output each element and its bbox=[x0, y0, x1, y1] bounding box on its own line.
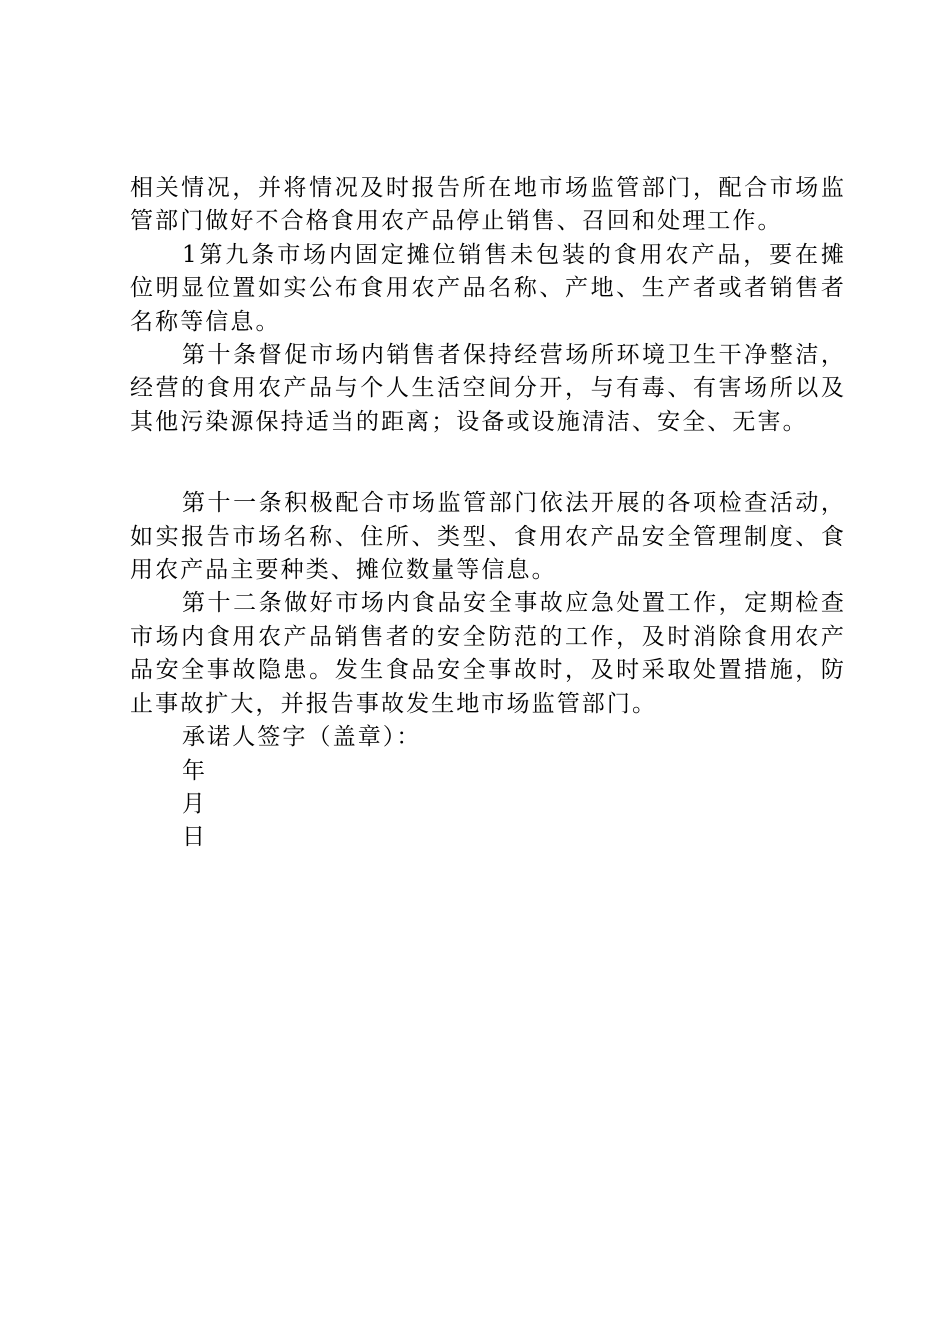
document-body bbox=[130, 172, 846, 855]
signature-block bbox=[130, 721, 846, 855]
paragraph-article-12: 第十二条做好市场内食品安全事故应急处置工作，定期检查市场内食用农产品销售者的安全防范的工作，及时消除食用农产品安全事故隐患。发生食品安全事故时，及时采取处置措施，防止事故扩大，并报告事故发生地市场监管部门。 bbox=[130, 590, 846, 717]
signature-label: 承诺人签字（盖章）： bbox=[182, 724, 422, 751]
paragraph-article-9: 1第九条市场内固定摊位销售未包装的食用农产品，要在摊位明显位置如实公布食用农产品名称、产地、生产者或者销售者名称等信息。 bbox=[130, 241, 846, 335]
signature-year: 年 bbox=[182, 757, 208, 784]
paragraph-continuation: 相关情况，并将情况及时报告所在地市场监管部门，配合市场监管部门做好不合格食用农产品停止销售、召回和处理工作。 bbox=[130, 175, 846, 235]
signature-day: 日 bbox=[182, 824, 208, 851]
signature-month: 月 bbox=[182, 790, 208, 817]
paragraph-article-10: 第十条督促市场内销售者保持经营场所环境卫生干净整洁，经营的食用农产品与个人生活空间分开，与有毒、有害场所以及其他污染源保持适当的距离；设备或设施清洁、安全、无害。 bbox=[130, 342, 846, 435]
paragraph-article-11: 第十一条积极配合市场监管部门依法开展的各项检查活动，如实报告市场名称、住所、类型、食用农产品安全管理制度、食用农产品主要种类、摊位数量等信息。 bbox=[130, 490, 846, 584]
